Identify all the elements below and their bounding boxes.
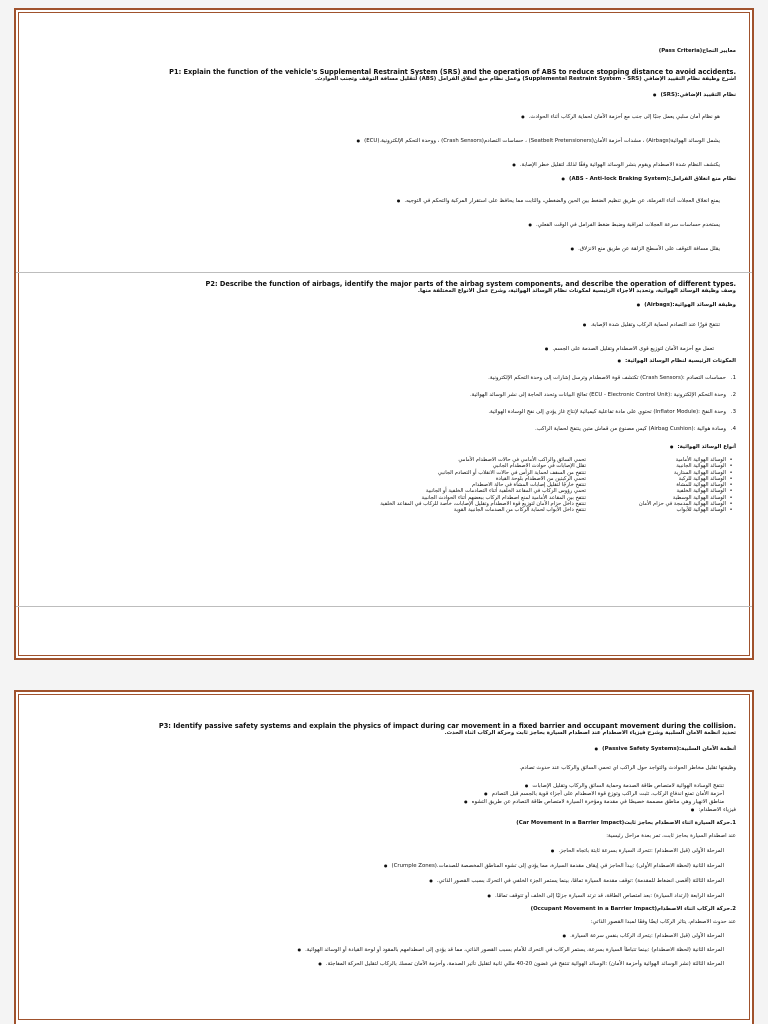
airbag-type-row: • الوسائد الهوائية للركبة تحمي الركبتين من الاصطدام بلوحة القيادة	[495, 475, 733, 482]
p2-title: P2: Describe the function of airbags, identify the major parts of the airbag system components, and describe the operation of different types.	[205, 280, 736, 288]
component-item: 2.وحدة التحكم الإلكترونية :(ECU - Electronic Control Unit) تعالج البيانات وتحدد الحاجة إلى نشر الوسائد الهوائية.	[469, 392, 736, 398]
abs-item: يمنع انغلاق العجلات أثناء الفرملة، عن طريق تنظيم الضغط بين الحين والضغطي، والثابت مما يحافظ على استقرار المركبة والتحكم في التوجيه. ●	[48, 197, 736, 205]
airbag-type-row: • الوسائد الهوائية الأمامية تحمي السائق والراكب الأمامي في حالات الاصطدام الأمامي	[458, 457, 733, 463]
p3-section	[48, 722, 736, 968]
section-divider	[16, 606, 752, 607]
passive-list	[48, 782, 736, 806]
airbag-heading: وظيفة الوسائد الهوائية:(Airbags) ●	[48, 301, 736, 309]
pass-criteria-section	[48, 48, 736, 55]
srs-item: يكتشف النظام شدة الاصطدام ويقوم بنشر الوسائد الهوائية وفقًا لذلك لتقليل خطر الإصابة. ●	[48, 161, 736, 169]
airbag-type-row: • الوسائد الهوائية الستارية تنتفخ من السقف لحماية الرأس في حالات الانقلاب أو التصادم الجانبي	[437, 469, 733, 476]
airbag-type-row: • الوسائد الهوائية الخلفية تحمي رؤوس الركاب في المقاعد الخلفية أثناء التصادمات الخلفية أو الجانبية	[425, 488, 733, 495]
passive-intro: وظيفتها تقليل مخاطر الحوادث والتواجد حول الراكب أي تحمي السائق والركاب عند حدوث تصادم.	[519, 765, 736, 771]
components-heading: المكونات الرئيسية لنظام الوسائد الهوائية: ●	[48, 357, 736, 365]
occupant-phases-list	[48, 932, 736, 968]
component-item: 3.وحدة النفخ :(Inflator Module) تحتوي على مادة تفاعلية كيميائية لإنتاج غاز يؤدي إلى نفخ الوسادة الهوائية.	[488, 409, 736, 415]
p3-arabic: تحديد أنظمة الأمان السلبية وشرح فيزياء الاصطدام عند اصطدام السيارة بحاجز ثابت وحركة الركاب أثناء الحدث.	[444, 730, 736, 736]
passive-item: مناطق الانهيار وهي مناطق مصممة خصيصًا في مقدمة ومؤخرة السيارة لامتصاص طاقة التصادم عن طريق التشوه ●	[48, 798, 724, 806]
occupant-intro: عند حدوث الاصطدام، يتأثر الركاب أيضًا وفقًا لمبدأ القصور الذاتي:	[590, 919, 736, 925]
abs-heading: نظام منع انغلاق الفرامل:(ABS - Anti-lock Braking System) ●	[48, 175, 736, 183]
abs-item: يستخدم حساسات سرعة العجلات لمراقبة وضبط ضغط الفرامل في الوقت الفعلي. ●	[48, 221, 736, 229]
p2-section	[48, 280, 736, 514]
types-heading: أنواع الوسائد الهوائية: ●	[48, 443, 736, 451]
car-intro: عند اصطدام السيارة بحاجز ثابت، تمر بعدة مراحل رئيسية:	[606, 833, 736, 839]
document-page-1	[14, 8, 754, 660]
occupant-phase: المرحلة الثالثة (نشر الوسائد الهوائية وأحزمة الأمان) :الوسائد الهوائية تنتفخ في غضون 20-40 مللي ثانية لتقليل تأثير الصدمة، وأحزمة الأمان تمسك بالركاب لتقليل الحركة المفاجئة. ●	[48, 960, 724, 968]
airbag-type-row: • الوسائد الهوائية الجانبية تقلل الإصابات في حوادث الاصطدام الجانبي	[492, 463, 733, 470]
document-page-2	[14, 690, 754, 1024]
occupant-phase: المرحلة الأولى (قبل الاصطدام) :يتحرك الركاب بنفس سرعة السيارة. ●	[48, 932, 724, 940]
airbag-type-row: • الوسائد الهوائية للمشاة تنتفخ خارجًا لتقليل إصابات المشاة في حالة الاصطدام	[472, 482, 733, 489]
components-list	[48, 375, 736, 433]
p3-title: P3: Identify passive safety systems and explain the physics of impact during car movement in a fixed barrier and occupant movement during the collision.	[158, 722, 736, 730]
abs-item: يقلل مسافة التوقف على الأسطح الزلقة عن طريق منع الانزلاق. ●	[48, 245, 736, 253]
component-item: 1.حساسات التصادم :(Crash Sensors) تكتشف قوة الاصطدام وترسل إشارات إلى وحدة التحكم الإلكترونية.	[488, 375, 736, 381]
p1-section	[48, 68, 736, 253]
p2-arabic: وصف وظيفة الوسائد الهوائية، وتحديد الأجزاء الرئيسية لمكونات نظام الوسائد الهوائية، وشرح عمل الأنواع المختلفة منها.	[417, 288, 736, 294]
srs-heading: نظام التقييد الإضافي:(SRS) ●	[48, 91, 736, 99]
section-divider	[16, 272, 752, 273]
car-phase: المرحلة الثالثة (أقصى انضغاط للمقدمة) :توقف مقدمة السيارة تمامًا، بينما يستمر الجزء الخلفي في التحرك بسبب القصور الذاتي. ●	[48, 877, 724, 885]
car-heading: 1.حركة السيارة أثناء الاصطدام بحاجز ثابت(Car Movement in a Barrier Impact)	[516, 820, 736, 826]
component-item: 4.وسادة هوائية :(Airbag Cushion) كيس مصنوع من قماش متين ينتفخ لحماية الراكب.	[534, 426, 736, 432]
p1-title: P1: Explain the function of the vehicle's Supplemental Restraint System (SRS) and the operation of ABS to reduce stopping distance to avoid accidents.	[169, 68, 736, 76]
airbag-item: تنتفخ فورًا عند التصادم لحماية الركاب وتقليل شدة الإصابة. ●	[48, 321, 736, 329]
occupant-heading: 2.حركة الركاب أثناء الاصطدام(Occupant Movement in a Barrier Impact)	[530, 906, 736, 912]
airbag-type-row: • الوسائد الهوائية الوسطية تنتفخ بين المقاعد الأمامية لمنع اصطدام الركاب ببعضهم أثناء الحوادث الجانبية	[421, 494, 733, 501]
impact-label: فيزياء الاصطدام: ●	[48, 806, 736, 814]
airbag-item: تعمل مع أحزمة الأمان لتوزيع قوى الاصطدام وتقليل الصدمة على الجسم. ●	[48, 345, 736, 353]
airbag-type-row: • الوسائد الهوائية للأبواب تنتفخ داخل الأبواب لحماية الركاب من الصدمات الجانبية القوية	[453, 507, 733, 514]
airbag-type-row: • الوسائد الهوائية المدمجة في حزام الأمان تنتفخ داخل حزام الأمان لتوزيع قوة الاصطدام وتقليل الإصابات، خاصة للركاب في المقاعد الخلفية	[380, 501, 733, 508]
occupant-phase: المرحلة الثانية (لحظة الاصطدام) :بينما تتباطأ السيارة بسرعة، يستمر الركاب في التحرك للأمام بسبب القصور الذاتي، مما قد يؤدي إلى اصطدامهم بالمقود أو لوحة القيادة أو الوسائد الهوائية. ●	[48, 946, 724, 954]
car-phase: المرحلة الثانية (لحظة الاصطدام الأولى) :يبدأ الحاجز في إيقاف مقدمة السيارة، مما يؤدي إلى تشوه المناطق المخصصة للصدمات.(Crumple Zones) ●	[48, 862, 724, 870]
pass-criteria-label: معايير النجاح(Pass Criteria)	[658, 48, 736, 54]
car-phase: المرحلة الرابعة (ارتداد السيارة) :بعد امتصاص الطاقة، قد ترتد السيارة جزئيًا إلى الخلف أو تتوقف تمامًا. ●	[48, 892, 724, 900]
car-phase: المرحلة الأولى (قبل الاصطدام) :تتحرك السيارة بسرعة ثابتة باتجاه الحاجز. ●	[48, 847, 724, 855]
srs-item: يشمل الوسائد الهوائية(Airbags) ، مشدات أحزمة الأمان(Seatbelt Pretensioners) ، حساسات التصادم(Crash Sensors) ، ووحدة التحكم الإلكترونية.(ECU) ●	[48, 137, 736, 145]
car-phases-list	[48, 847, 736, 900]
passive-item: تنتفخ الوسادة الهوائية لامتصاص طاقة الصدمة وحماية السائق والركاب وتقليل الإصابات ●	[48, 782, 724, 790]
srs-item: هو نظام أمان سلبي يعمل جنبًا إلى جنب مع أحزمة الأمان لحماية الركاب أثناء الحوادث. ●	[48, 113, 736, 121]
airbag-types-list	[48, 457, 736, 514]
passive-item: أحزمة الأمان تمنع اندفاع الركاب، تثبت الراكب وتوزع قوة الاصطدام على أجزاء قوية بالجسم قبل التصادم ●	[48, 790, 724, 798]
p1-arabic: اشرح وظيفة نظام التقييد الإضافي (Supplemental Restraint System - SRS) وعمل نظام منع انغلاق الفرامل (ABS) لتقليل مسافة التوقف وتجنب الحوادث.	[314, 76, 736, 82]
passive-heading: أنظمة الأمان السلبية:(Passive Safety Systems) ●	[48, 745, 736, 753]
